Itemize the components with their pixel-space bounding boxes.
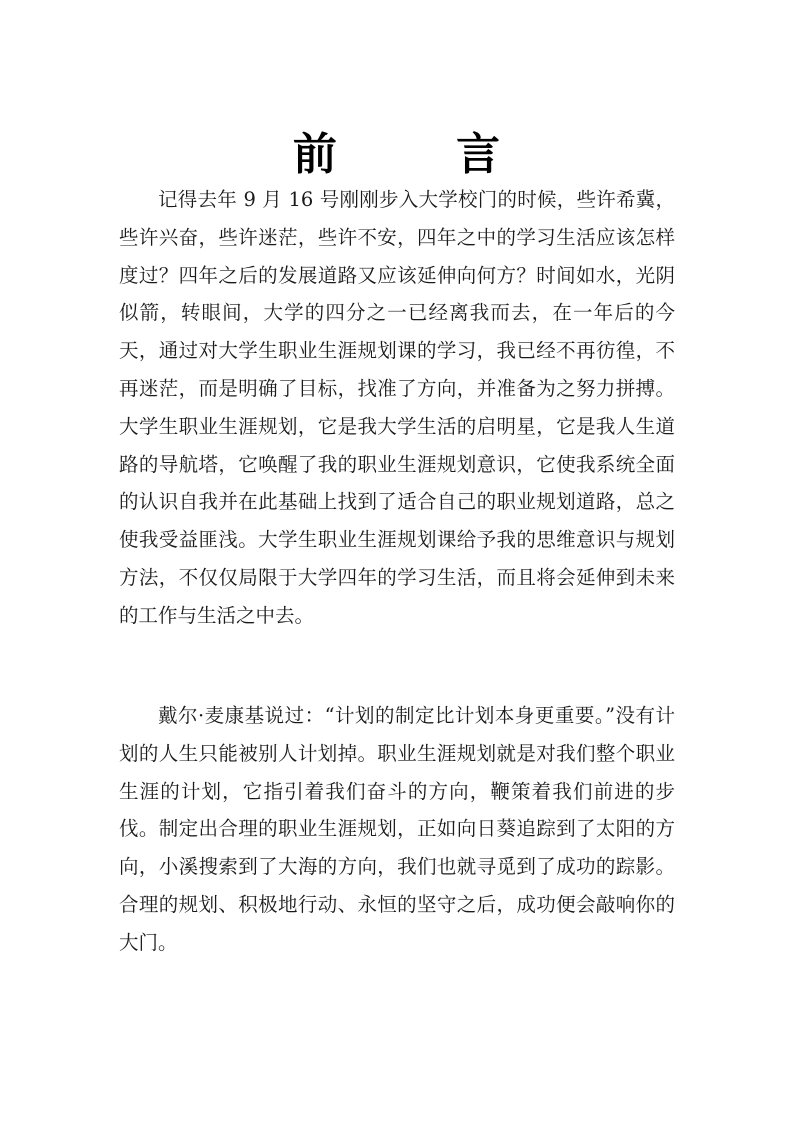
preface-paragraph-2: 戴尔·麦康基说过：“计划的制定比计划本身更重要。”没有计划的人生只能被别人计划掉。职业生涯规划就是对我们整个职业生涯的计划，它指引着我们奋斗的方向，鞭策着我们前进的步伐。制定出合理的职业生涯规划，正如向日葵追踪到了太阳的方向，小溪搜索到了大海的方向，我们也就寻觅到了成功的踪影。合理的规划、积极地行动、永恒的坚守之后，成功便会敲响你的大门。 bbox=[119, 704, 675, 954]
preface-paragraph-1: 记得去年 9 月 16 号刚刚步入大学校门的时候，些许希冀，些许兴奋，些许迷茫，些许不安，四年之中的学习生活应该怎样度过？四年之后的发展道路又应该延伸向何方？时间如水，光阴似箭，转眼间，大学的四分之一已经离我而去，在一年后的今天，通过对大学生职业生涯规划课的学习，我已经不再彷徨，不再迷茫，而是明确了目标，找准了方向，并准备为之努力拼搏。大学生职业生涯规划，它是我大学生活的启明星，它是我人生道路的导航塔，它唤醒了我的职业生涯规划意识，它使我系统全面的认识自我并在此基础上找到了适合自己的职业规划道路，总之使我受益匪浅。大学生职业生涯规划课给予我的思维意识与规划方法，不仅仅局限于大学四年的学习生活，而且将会延伸到未来的工作与生活之中去。 bbox=[119, 188, 675, 627]
page-title: 前 言 bbox=[292, 129, 553, 181]
